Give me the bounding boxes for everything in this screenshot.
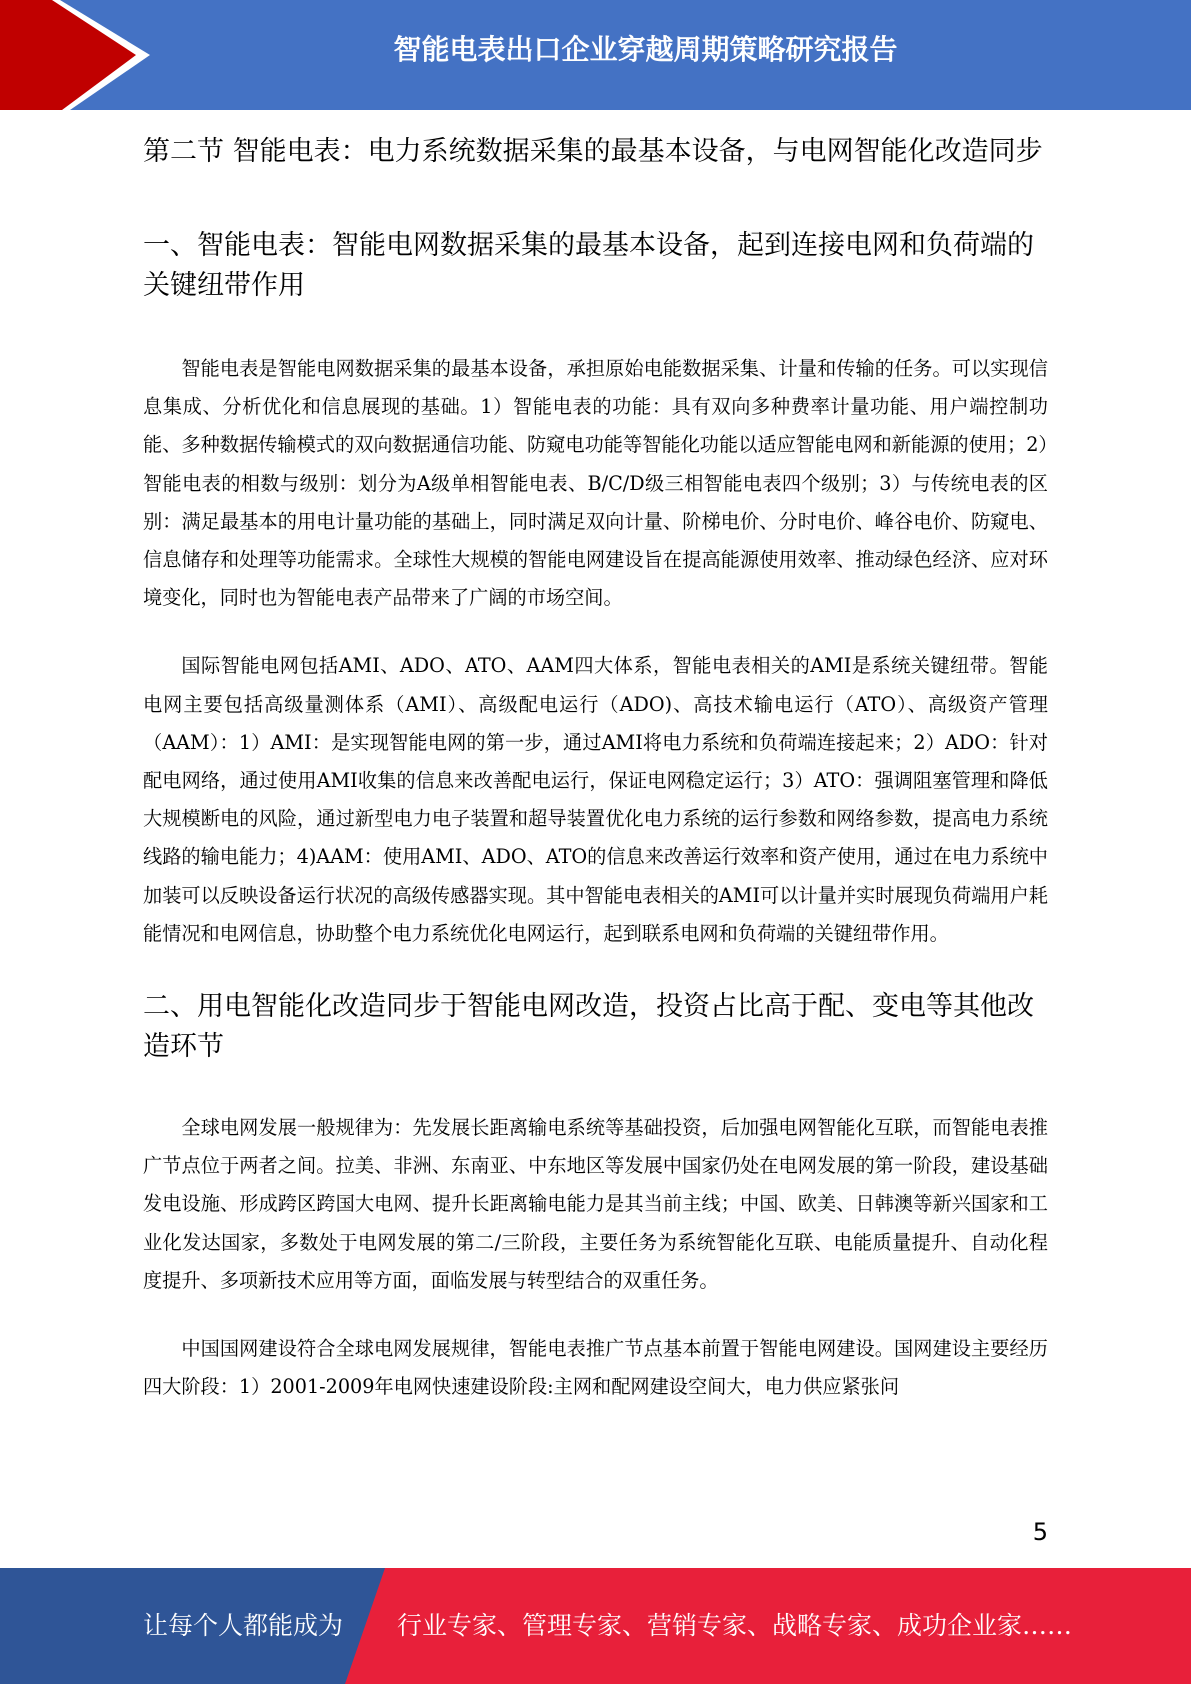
footer-slogan-right: 行业专家、管理专家、营销专家、战略专家、成功企业家…… bbox=[397, 1611, 1073, 1640]
paragraph: 全球电网发展一般规律为：先发展长距离输电系统等基础投资，后加强电网智能化互联，而智能电表推广节点位于两者之间。拉美、非洲、东南亚、中东地区等发展中国家仍处在电网发展的第一阶段，建设基础发电设施、形成跨区跨国大电网、提升长距离输电能力是其当前主线；中国、欧美、日韩澳等新兴国家和工业化发达国家，多数处于电网发展的第二/三阶段，主要任务为系统智能化互联、电能质量提升、自动化程度提升、多项新技术应用等方面，面临发展与转型结合的双重任务。 bbox=[143, 1116, 1048, 1292]
page-number: 5 bbox=[1032, 1518, 1048, 1546]
paragraph: 中国国网建设符合全球电网发展规律，智能电表推广节点基本前置于智能电网建设。国网建设主要经历四大阶段：1）2001-2009年电网快速建设阶段:主网和配网建设空间大，电力供应紧张问 bbox=[143, 1337, 1048, 1399]
subsection-heading-1: 一、智能电表：智能电网数据采集的最基本设备，起到连接电网和负荷端的关键纽带作用 bbox=[143, 230, 1034, 301]
subsection-heading-2: 二、用电智能化改造同步于智能电网改造，投资占比高于配、变电等其他改造环节 bbox=[143, 991, 1034, 1063]
paragraph: 智能电表是智能电网数据采集的最基本设备，承担原始电能数据采集、计量和传输的任务。可以实现信息集成、分析优化和信息展现的基础。1）智能电表的功能：具有双向多种费率计量功能、用户端控制功能、多种数据传输模式的双向数据通信功能、防窥电功能等智能化功能以适应智能电网和新能源的使用；2）智能电表的相数与级别：划分为A级单相智能电表、B/C/D级三相智能电表四个级别；3）与传统电表的区别：满足最基本的用电计量功能的基础上，同时满足双向计量、阶梯电价、分时电价、峰谷电价、防窥电、信息储存和处理等功能需求。全球性大规模的智能电网建设旨在提高能源使用效率、推动绿色经济、应对环境变化，同时也为智能电表产品带来了广阔的市场空间。 bbox=[143, 357, 1048, 610]
page-header bbox=[0, 0, 1191, 110]
page-footer bbox=[0, 1568, 1191, 1684]
paragraph: 国际智能电网包括AMI、ADO、ATO、AAM四大体系，智能电表相关的AMI是系统关键纽带。智能电网主要包括高级量测体系（AMI）、高级配电运行（ADO)、高技术输电运行（ATO）、高级资产管理（AAM）：1）AMI：是实现智能电网的第一步，通过AMI将电力系统和负荷端连接起来；2）ADO：针对配电网络，通过使用AMI收集的信息来改善配电运行，保证电网稳定运行；3）ATO：强调阻塞管理和降低大规模断电的风险，通过新型电力电子装置和超导装置优化电力系统的运行参数和网络参数，提高电力系统线路的输电能力；4)AAM：使用AMI、ADO、ATO的信息来改善运行效率和资产使用，通过在电力系统中加装可以反映设备运行状况的高级传感器实现。其中智能电表相关的AMI可以计量并实时展现负荷端用户耗能情况和电网信息，协助整个电力系统优化电网运行，起到联系电网和负荷端的关键纽带作用。 bbox=[143, 654, 1048, 945]
page-content bbox=[143, 120, 1048, 1406]
report-title: 智能电表出口企业穿越周期策略研究报告 bbox=[393, 33, 898, 66]
footer-slogan-left: 让每个人都能成为 bbox=[143, 1611, 344, 1640]
section-heading: 第二节 智能电表：电力系统数据采集的最基本设备，与电网智能化改造同步 bbox=[143, 136, 1043, 167]
